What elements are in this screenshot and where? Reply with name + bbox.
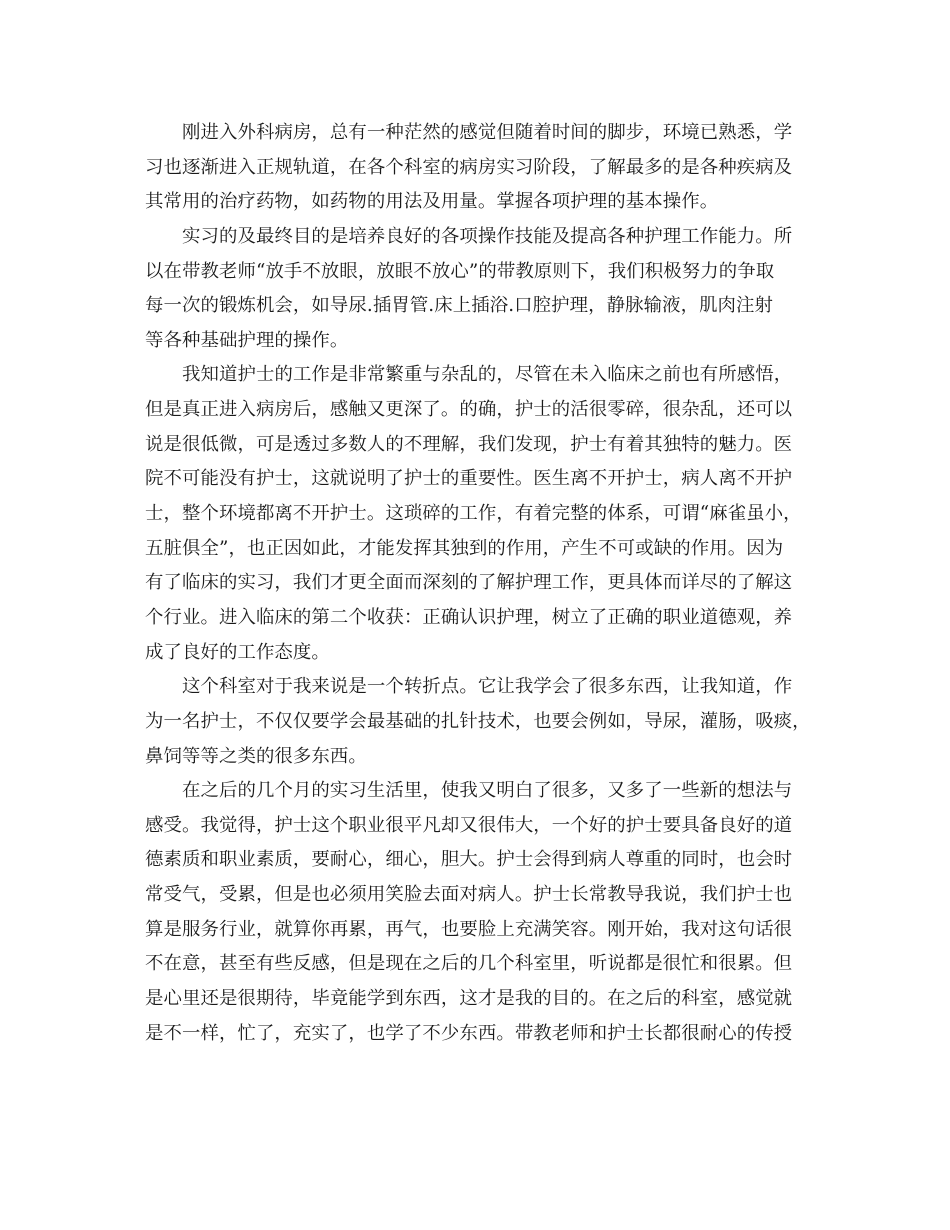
paragraph-line: 其常用的治疗药物，如药物的用法及用量。掌握各项护理的基本操作。 <box>145 191 719 213</box>
paragraph-line: 院不可能没有护士，这就说明了护士的重要性。医生离不开护士，病人离不开护 <box>145 468 793 490</box>
paragraph-line: 常受气，受累，但是也必须用笑脸去面对病人。护士长常教导我说，我们护士也 <box>145 884 793 906</box>
paragraph-line: 以在带教老师“放手不放眼，放眼不放心”的带教原则下，我们积极努力的争取 <box>145 260 775 282</box>
paragraph-line: 算是服务行业，就算你再累，再气，也要脸上充满笑容。刚开始，我对这句话很 <box>145 918 793 940</box>
paragraph-line: 德素质和职业素质，要耐心，细心，胆大。护士会得到病人尊重的同时，也会时 <box>145 849 793 871</box>
paragraph-line: 士，整个环境都离不开护士。这琐碎的工作，有着完整的体系，可谓“麻雀虽小， <box>145 503 802 525</box>
paragraph-line: 个行业。进入临床的第二个收获：正确认识护理，树立了正确的职业道德观，养 <box>145 606 793 628</box>
paragraph-line: 说是很低微，可是透过多数人的不理解，我们发现，护士有着其独特的魅力。医 <box>145 433 793 455</box>
paragraph-line: 等各种基础护理的操作。 <box>145 329 349 351</box>
paragraph-first-line: 刚进入外科病房，总有一种茫然的感觉但随着时间的脚步，环境已熟悉，学 <box>182 122 793 143</box>
paragraph-line: 是不一样，忙了，充实了，也学了不少东西。带教老师和护士长都很耐心的传授 <box>145 1022 793 1044</box>
paragraph-line: 是心里还是很期待，毕竟能学到东西，这才是我的目的。在之后的科室，感觉就 <box>145 988 793 1010</box>
paragraph-line: 感受。我觉得，护士这个职业很平凡却又很伟大，一个好的护士要具备良好的道 <box>145 814 793 836</box>
document-body <box>145 116 810 1051</box>
paragraph-line: 不在意，甚至有些反感，但是现在之后的几个科室里，听说都是很忙和很累。但 <box>145 953 793 975</box>
paragraph-line: 习也逐渐进入正规轨道，在各个科室的病房实习阶段，了解最多的是各种疾病及 <box>145 156 793 178</box>
paragraph-first-line: 在之后的几个月的实习生活里，使我又明白了很多，又多了一些新的想法与 <box>182 780 793 802</box>
paragraph-line: 五脏俱全”，也正因如此，才能发挥其独到的作用，产生不可或缺的作用。因为 <box>145 537 784 559</box>
paragraph-line: 但是真正进入病房后，感触又更深了。的确，护士的活很零碎，很杂乱，还可以 <box>145 399 793 421</box>
paragraph-first-line: 这个科室对于我来说是一个转折点。它让我学会了很多东西，让我知道，作 <box>182 676 793 698</box>
paragraph-line: 有了临床的实习，我们才更全面而深刻的了解护理工作，更具体而详尽的了解这 <box>145 572 793 594</box>
paragraph-line: 鼻饲等等之类的很多东西。 <box>145 745 367 767</box>
paragraph-line: 每一次的锻炼机会，如导尿.插胃管.床上插浴.口腔护理，静脉输液，肌肉注射 <box>145 295 774 317</box>
paragraph-first-line: 实习的及最终目的是培养良好的各项操作技能及提高各种护理工作能力。所 <box>182 225 793 247</box>
paragraph-line: 为一名护士，不仅仅要学会最基础的扎针技术，也要会例如，导尿，灌肠，吸痰， <box>145 710 811 732</box>
paragraph-line: 成了良好的工作态度。 <box>145 641 330 663</box>
paragraph-first-line: 我知道护士的工作是非常繁重与杂乱的，尽管在未入临床之前也有所感悟， <box>182 364 793 386</box>
